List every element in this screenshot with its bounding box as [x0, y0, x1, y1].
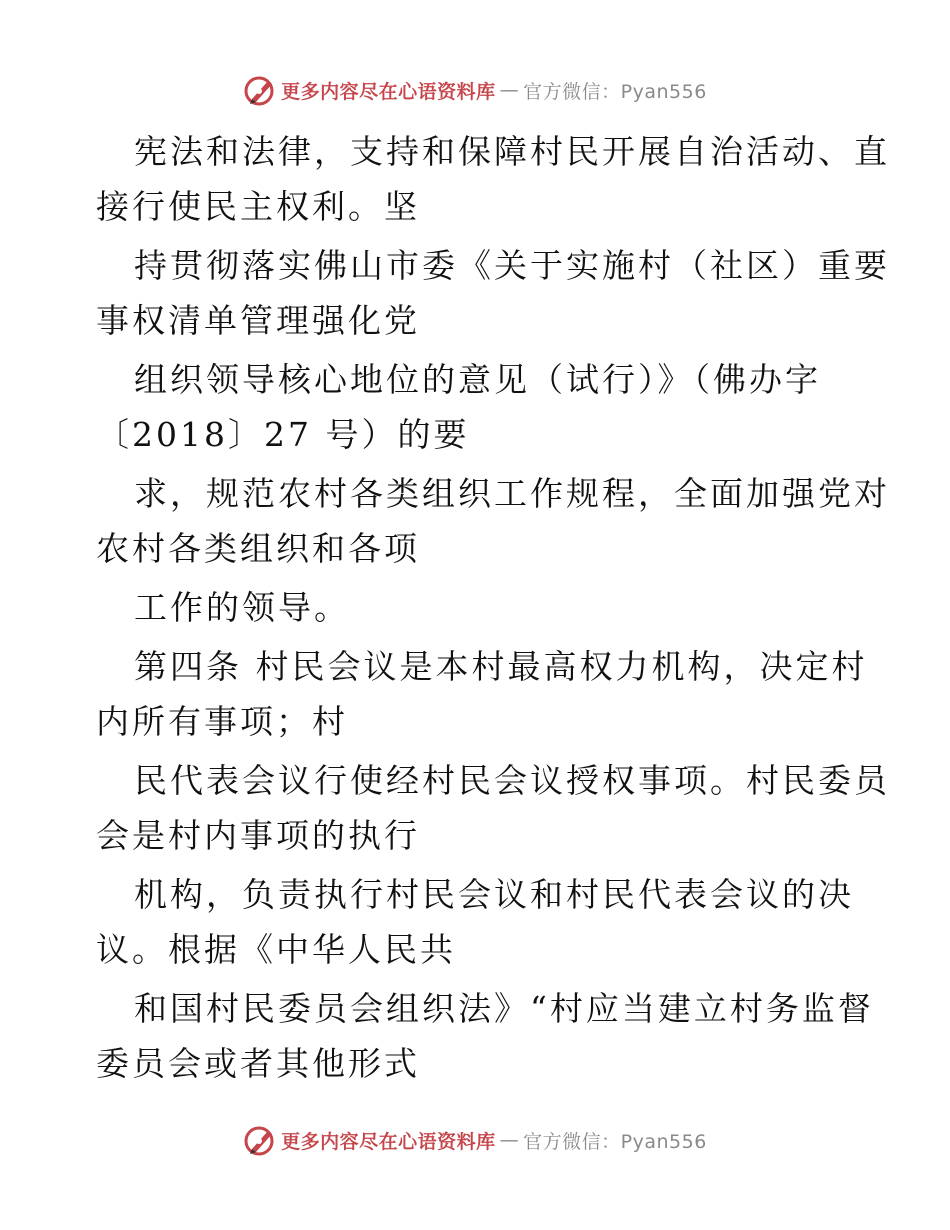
footer-watermark-content: [243, 1123, 707, 1157]
text-line: 事权清单管理强化党: [96, 301, 420, 340]
text-line: 议。根据《中华人民共: [96, 930, 456, 969]
watermark-site-text: 更多内容尽在心语资料库: [281, 1130, 496, 1153]
text-line: 机构，负责执行村民会议和村民代表会议的决: [134, 875, 854, 914]
paragraph: [96, 753, 890, 863]
paragraph: [96, 580, 856, 635]
text-line: 工作的领导。: [134, 588, 350, 627]
text-line: 宪法和法律，支持和保障村民开展自治活动、直: [134, 132, 890, 171]
watermark-site-text: 更多内容尽在心语资料库: [281, 80, 496, 103]
watermark-separator: —: [499, 1129, 520, 1151]
paragraph: [96, 867, 856, 977]
text-line: 〔2018〕27 号）的要: [96, 415, 470, 454]
text-line: 求，规范农村各类组织工作规程，全面加强党对: [134, 474, 890, 513]
text-line: 会是村内事项的执行: [96, 816, 420, 855]
watermark-contact-text: 官方微信：Pyan556: [523, 80, 707, 103]
text-line: 农村各类组织和各项: [96, 529, 420, 568]
paragraph: [96, 639, 868, 749]
paragraph: [96, 238, 890, 348]
text-line: 委员会或者其他形式: [96, 1044, 420, 1083]
text-line: 民代表会议行使经村民会议授权事项。村民委员: [134, 761, 890, 800]
text-line: 组织领导核心地位的意见（试行）》（佛办字: [134, 360, 821, 399]
watermark-separator: —: [499, 79, 520, 101]
paragraph: [96, 124, 890, 234]
header-watermark-content: [243, 73, 707, 107]
header-watermark-banner: [0, 66, 950, 114]
watermark-contact-text: 官方微信：Pyan556: [523, 1130, 707, 1153]
text-line: 内所有事项；村: [96, 702, 348, 741]
paragraph: [96, 352, 856, 462]
text-line: 第四条 村民会议是本村最高权力机构，决定村: [134, 647, 868, 686]
footer-watermark-banner: [0, 1116, 950, 1164]
paragraph: [96, 466, 890, 576]
document-body: [96, 124, 890, 1095]
pen-logo-icon: [243, 1123, 277, 1157]
text-line: 持贯彻落实佛山市委《关于实施村（社区）重要: [134, 246, 890, 285]
text-line: 和国村民委员会组织法》“村应当建立村务监督: [134, 989, 874, 1028]
text-line: 接行使民主权利。坚: [96, 187, 420, 226]
pen-logo-icon: [243, 73, 277, 107]
paragraph: [96, 981, 874, 1091]
